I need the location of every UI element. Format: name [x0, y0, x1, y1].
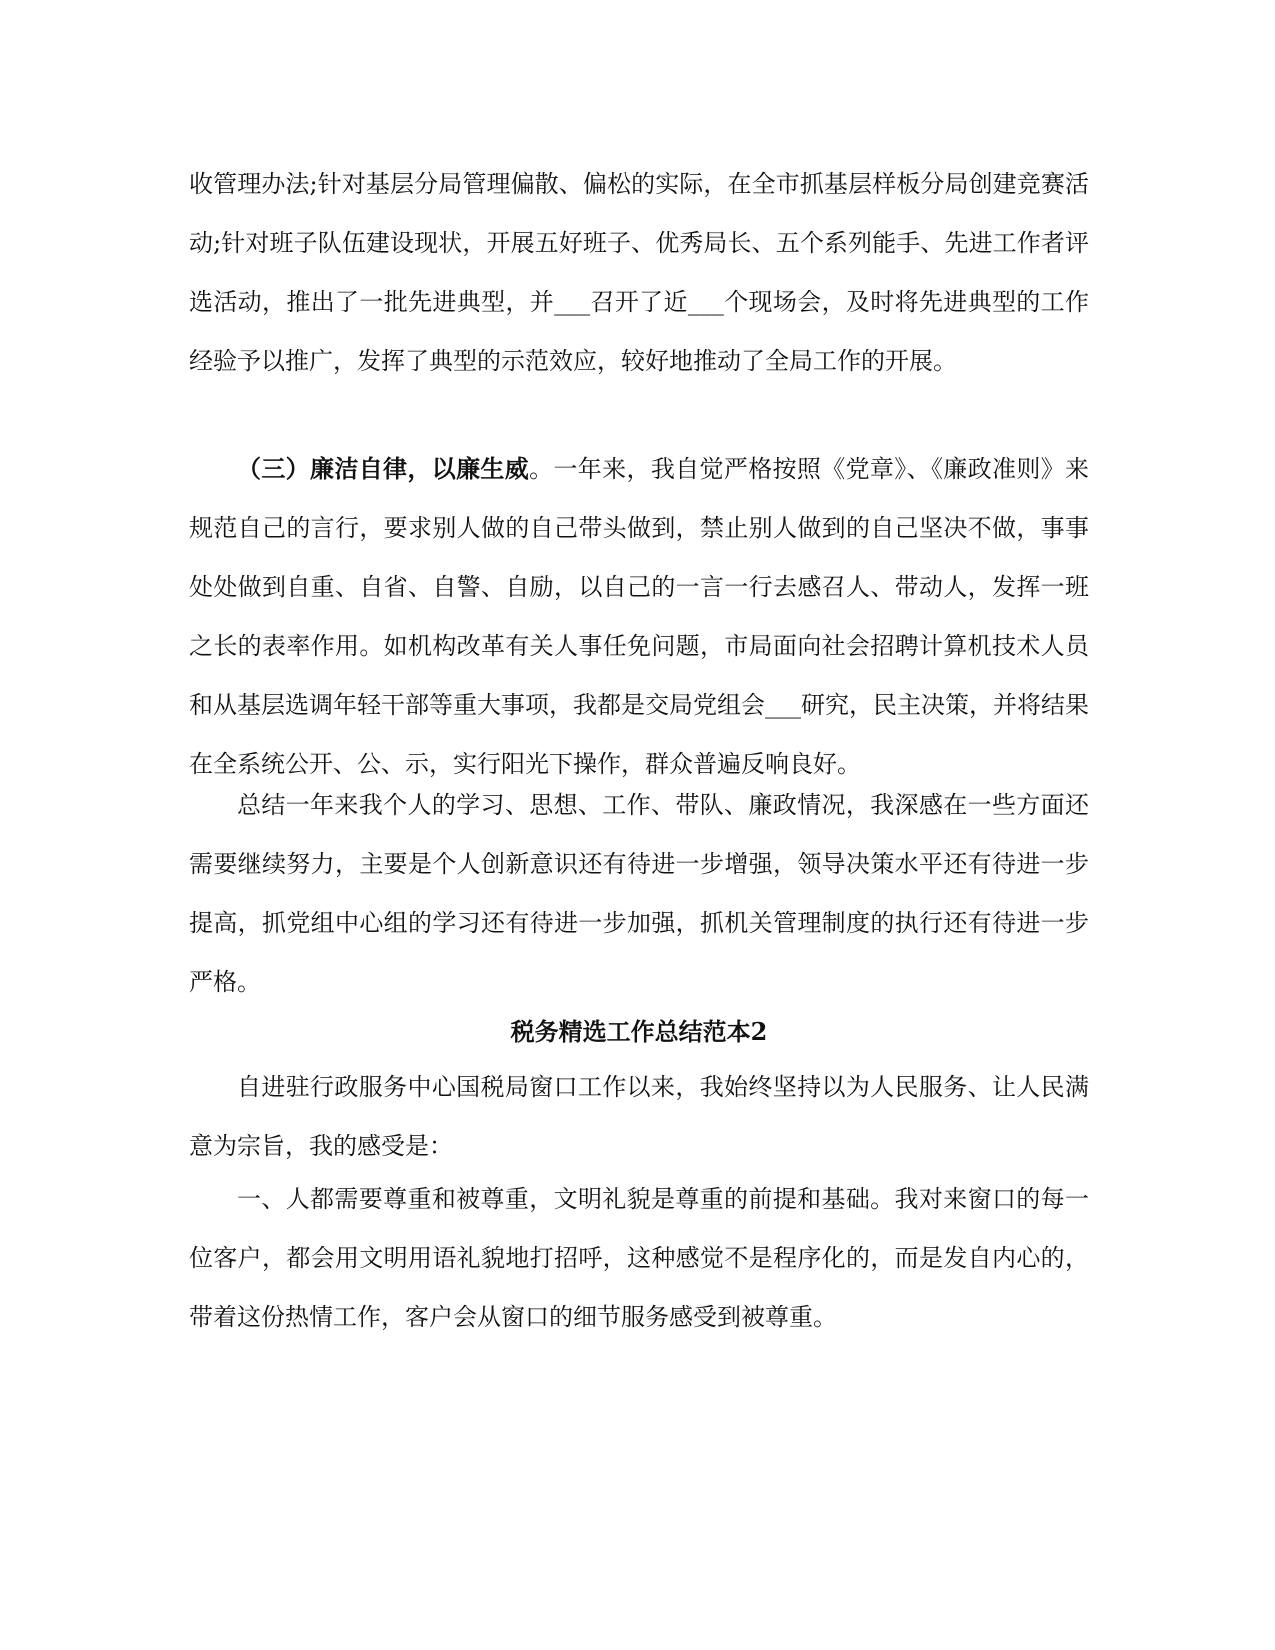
paragraph-integrity-body: 。一年来，我自觉严格按照《党章》、《廉政准则》来规范自己的言行，要求别人做的自己带头做到，禁止别人做到的自己坚决不做，事事处处做到自重、自省、自警、自励，以自己的一言一行去感召人、带动人，发挥一班之长的表率作用。如机构改革有关人事任免问题，市局面向社会招聘计算机技术人员和从基层选调年轻干部等重大事项，我都是交局党组会___研究，民主决策，并将结果在全系统公开、公、示，实行阳光下操作，群众普遍反响良好。	[189, 455, 1090, 778]
section-heading: 税务精选工作总结范本2	[510, 1017, 768, 1046]
paragraph-summary: 总结一年来我个人的学习、思想、工作、带队、廉政情况，我深感在一些方面还需要继续努力，主要是个人创新意识还有待进一步增强，领导决策水平还有待进一步提高，抓党组中心组的学习还有待进一步加强，抓机关管理制度的执行还有待进一步严格。	[189, 791, 1089, 996]
paragraph-service-center: 自进驻行政服务中心国税局窗口工作以来，我始终坚持以为人民服务、让人民满意为宗旨，我的感受是：	[189, 1073, 1089, 1160]
section-title-integrity: （三）廉洁自律，以廉生威	[237, 454, 530, 483]
paragraph-management-measures: 收管理办法;针对基层分局管理偏散、偏松的实际，在全市抓基层样板分局创建竞赛活动;针对班子队伍建设现状，开展五好班子、优秀局长、五个系列能手、先进工作者评选活动，推出了一批先进典型，并___召开了近___个现场会，及时将先进典型的工作经验予以推广，发挥了典型的示范效应，较好地推动了全局工作的开展。	[189, 170, 1089, 375]
paragraph-integrity	[189, 439, 1089, 794]
paragraph-respect: 一、人都需要尊重和被尊重，文明礼貌是尊重的前提和基础。我对来窗口的每一位客户，都会用文明用语礼貌地打招呼，这种感觉不是程序化的，而是发自内心的，带着这份热情工作，客户会从窗口的细节服务感受到被尊重。	[189, 1185, 1089, 1331]
